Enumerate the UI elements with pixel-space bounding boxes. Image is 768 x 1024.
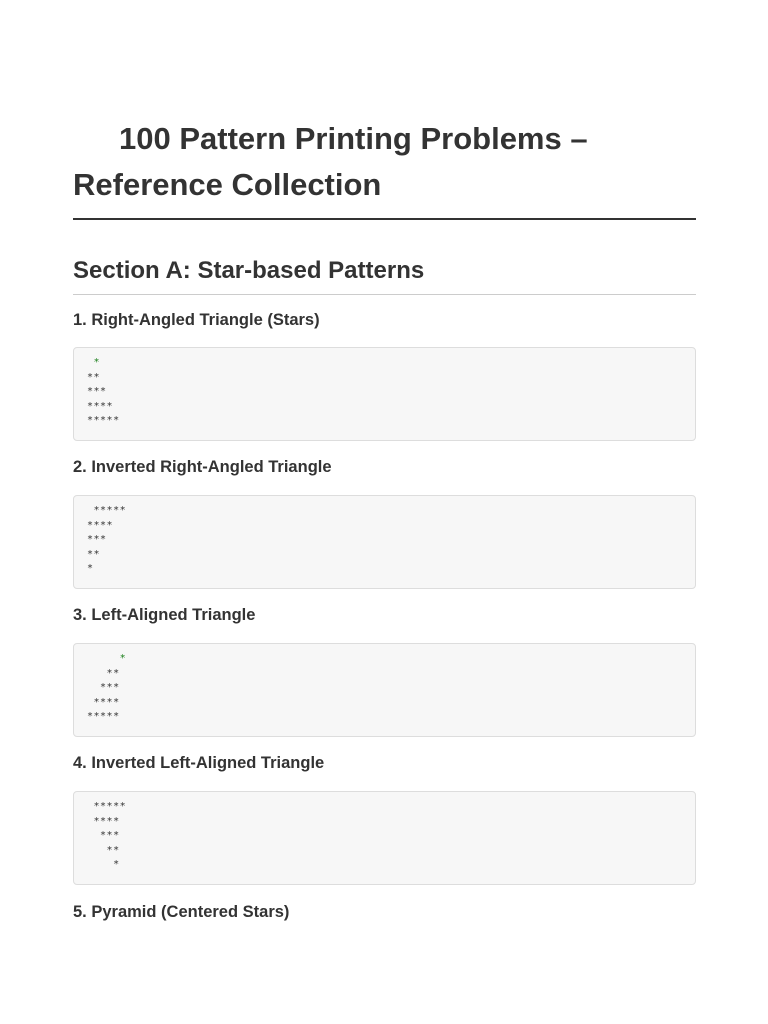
problem-2-code-block [73, 495, 696, 589]
code-line: **** [87, 696, 120, 708]
code-line: **** [87, 519, 114, 531]
code-line: * [87, 563, 94, 575]
code-line: ***** [87, 711, 120, 723]
page-title: 100 Pattern Printing Problems – Reference Collection [73, 121, 588, 202]
problem-1-code-block [73, 347, 696, 441]
problem-2-heading: 2. Inverted Right-Angled Triangle [73, 458, 332, 476]
code-line: ** [87, 844, 120, 856]
problem-5-heading: 5. Pyramid (Centered Stars) [73, 903, 290, 921]
problem-4-code-block [73, 791, 696, 885]
section-heading: Section A: Star-based Patterns [73, 257, 425, 284]
code-line [87, 356, 682, 371]
code-line: *** [87, 534, 107, 546]
problem-3-code-block [73, 643, 696, 737]
code-line: *** [87, 682, 120, 694]
code-line: * [87, 859, 120, 871]
section-divider [73, 294, 696, 295]
code-line: **** [87, 400, 114, 412]
code-line: ** [87, 371, 101, 383]
highlighted-star: * [87, 653, 127, 664]
title-divider [73, 218, 696, 220]
problem-1-heading: 1. Right-Angled Triangle (Stars) [73, 311, 320, 329]
document-page [73, 0, 696, 923]
code-line: ***** [87, 505, 127, 516]
code-line: ***** [87, 415, 120, 427]
code-line [87, 652, 682, 667]
problem-4-heading: 4. Inverted Left-Aligned Triangle [73, 754, 325, 772]
code-line: ** [87, 548, 101, 560]
code-line: ***** [87, 801, 127, 812]
code-line: *** [87, 386, 107, 398]
code-line: ** [87, 667, 120, 679]
code-line: *** [87, 830, 120, 842]
problem-3-heading: 3. Left-Aligned Triangle [73, 606, 256, 624]
code-line: **** [87, 815, 120, 827]
highlighted-star: * [87, 357, 101, 368]
